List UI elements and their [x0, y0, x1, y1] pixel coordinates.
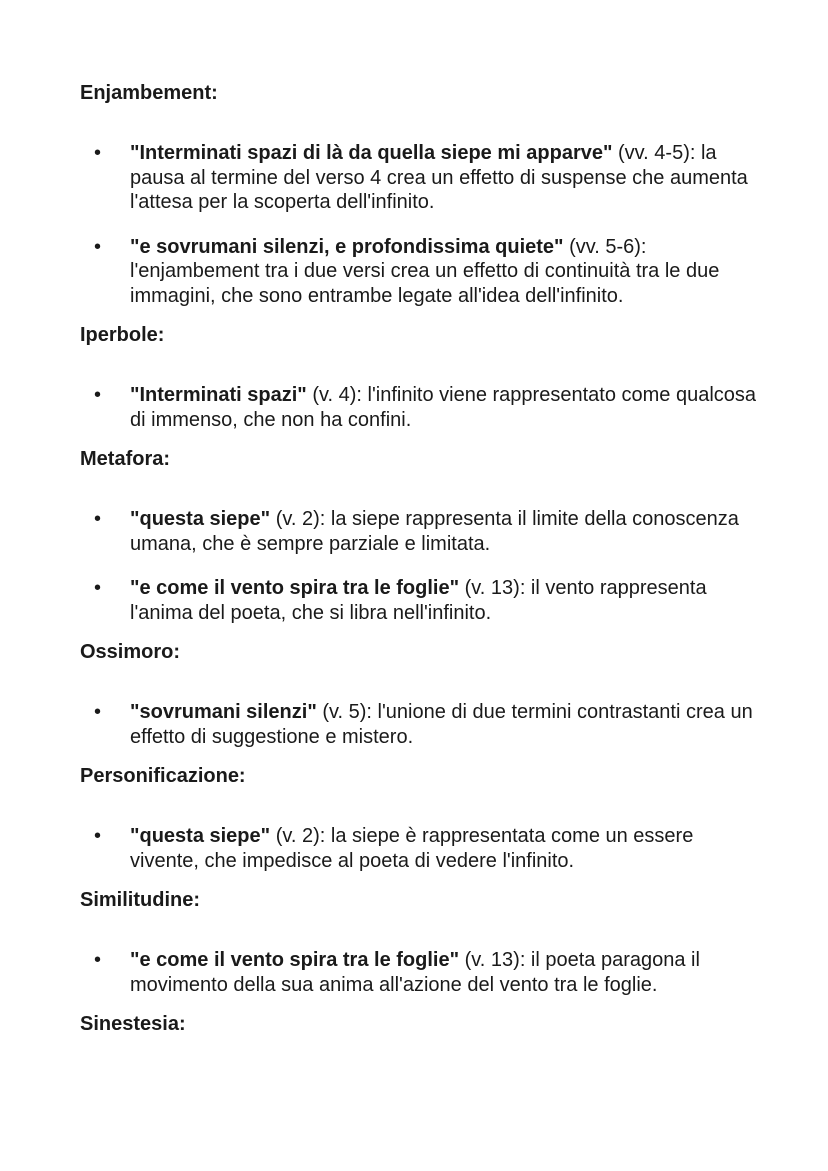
section-heading: Sinestesia: [80, 1013, 186, 1035]
list-item [80, 141, 760, 215]
bullet-icon: • [94, 825, 102, 847]
explanation: (v. 2): la siepe è rappresentata come un essere vivente, che impedisce al poeta di vedere l'infinito. [130, 825, 694, 872]
quote: "sovrumani silenzi" [130, 701, 317, 723]
list-item [80, 576, 760, 625]
section-heading: Metafora: [80, 448, 171, 470]
bullet-icon: • [94, 142, 102, 164]
bullet-icon: • [94, 508, 102, 530]
section-heading: Enjambement: [80, 82, 218, 104]
document-body [80, 81, 770, 1072]
quote: "questa siepe" [130, 508, 271, 530]
bullet-list [80, 507, 770, 625]
explanation: (v. 5): l'unione di due termini contrastanti crea un effetto di suggestione e mistero. [130, 701, 753, 748]
section-heading: Iperbole: [80, 324, 165, 346]
explanation: (vv. 5-6): l'enjambement tra i due versi crea un effetto di continuità tra le due immagini, che sono entrambe legate all'idea dell'infinito. [130, 235, 720, 307]
explanation: (vv. 4-5): la pausa al termine del verso 4 crea un effetto di suspense che aumenta l'attesa per la scoperta dell'infinito. [130, 142, 748, 213]
quote: "Interminati spazi" [130, 384, 307, 406]
list-item [80, 948, 760, 997]
bullet-list [80, 700, 770, 749]
bullet-list [80, 141, 770, 308]
explanation: (v. 4): l'infinito viene rappresentato come qualcosa di immenso, che non ha confini. [130, 384, 757, 431]
bullet-icon: • [94, 235, 102, 258]
bullet-list [80, 383, 770, 432]
quote: "e come il vento spira tra le foglie" [130, 577, 460, 599]
list-item [80, 700, 760, 749]
bullet-icon: • [94, 701, 102, 723]
explanation: (v. 13): il vento rappresenta l'anima del poeta, che si libra nell'infinito. [130, 577, 707, 624]
section-heading: Personificazione: [80, 765, 246, 787]
bullet-icon: • [94, 577, 102, 599]
list-item [80, 235, 760, 309]
bullet-icon: • [94, 384, 102, 406]
section-heading: Similitudine: [80, 889, 200, 911]
quote: "Interminati spazi di là da quella siepe mi apparve" [130, 142, 613, 164]
bullet-list [80, 824, 770, 873]
quote: "e sovrumani silenzi, e profondissima quiete" [130, 235, 564, 258]
explanation: (v. 2): la siepe rappresenta il limite della conoscenza umana, che è sempre parziale e limitata. [130, 508, 739, 555]
quote: "questa siepe" [130, 825, 271, 847]
list-item [80, 507, 760, 556]
explanation: (v. 13): il poeta paragona il movimento della sua anima all'azione del vento tra le foglie. [130, 949, 700, 996]
section-heading: Ossimoro: [80, 641, 181, 663]
bullet-list [80, 948, 770, 997]
bullet-icon: • [94, 949, 102, 971]
quote: "e come il vento spira tra le foglie" [130, 949, 460, 971]
list-item [80, 383, 760, 432]
list-item [80, 824, 760, 873]
